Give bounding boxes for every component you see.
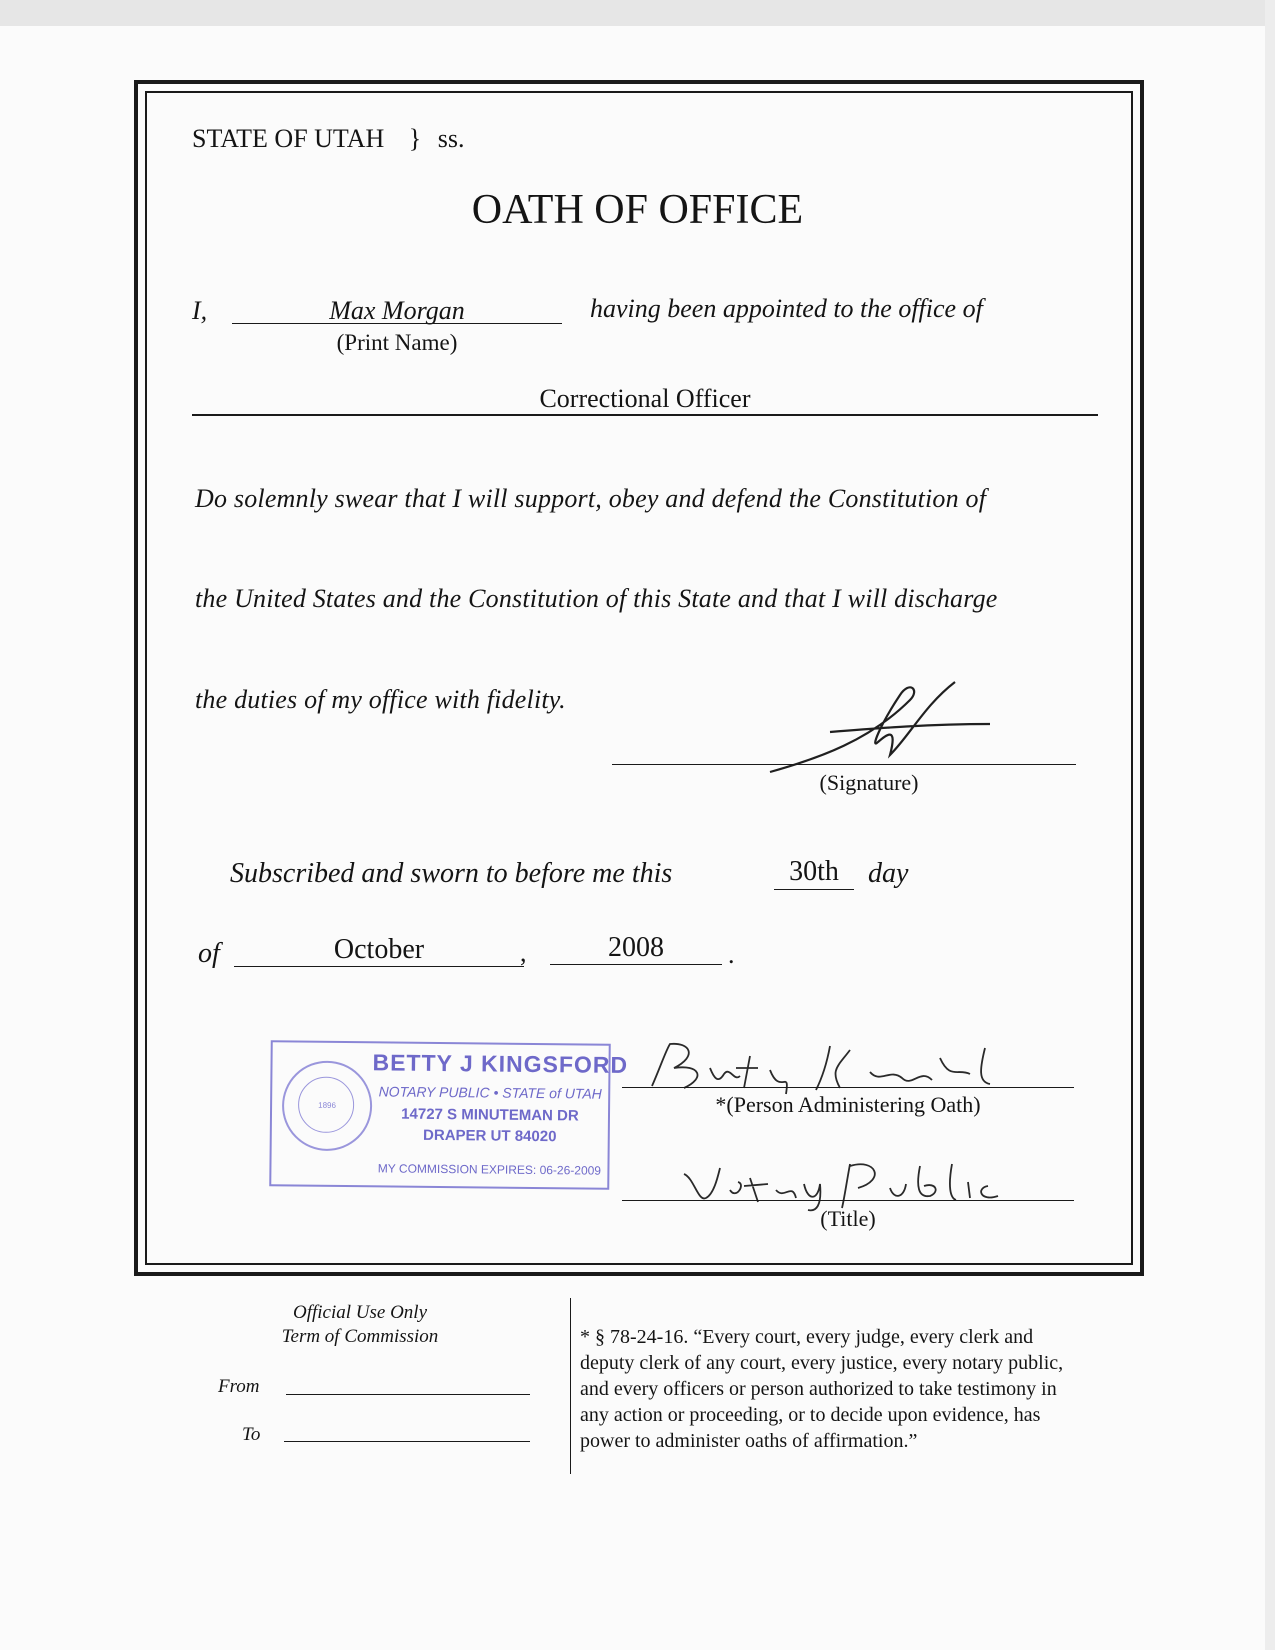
seal-year: 1896 bbox=[318, 1100, 337, 1110]
notary-title: NOTARY PUBLIC • STATE of UTAH bbox=[378, 1083, 602, 1102]
scan-border-right bbox=[1265, 0, 1275, 1650]
from-field[interactable] bbox=[286, 1394, 530, 1395]
notary-city: DRAPER UT 84020 bbox=[422, 1126, 557, 1146]
of-word: of bbox=[198, 938, 220, 969]
sworn-month: October bbox=[333, 934, 425, 965]
title-caption: (Title) bbox=[820, 1206, 876, 1231]
scan-border-top bbox=[0, 0, 1275, 26]
footnote-line: * § 78-24-16. “Every court, every judge, every clerk and bbox=[580, 1326, 1034, 1348]
appointment-text: having been appointed to the office of bbox=[590, 294, 983, 323]
office-title: Correctional Officer bbox=[539, 384, 751, 413]
notary-name: BETTY J KINGSFORD bbox=[372, 1049, 629, 1078]
footer-divider bbox=[570, 1298, 571, 1474]
oath-line-2: the United States and the Constitution of this State and that I will discharge bbox=[195, 584, 998, 613]
page-title: OATH OF OFFICE bbox=[471, 187, 804, 233]
name-line bbox=[232, 323, 562, 324]
day-word: day bbox=[868, 858, 909, 889]
title-line bbox=[622, 1200, 1074, 1201]
signature-line bbox=[612, 764, 1076, 765]
date-period: . bbox=[728, 940, 735, 969]
administrator-caption: *(Person Administering Oath) bbox=[715, 1092, 981, 1117]
appointee-name: Max Morgan bbox=[329, 296, 465, 325]
brace: } bbox=[408, 124, 422, 153]
name-caption: (Print Name) bbox=[336, 330, 458, 355]
signature-mark bbox=[760, 680, 1000, 780]
administrator-line bbox=[622, 1087, 1074, 1088]
notary-address: 14727 S MINUTEMAN DR bbox=[401, 1105, 579, 1125]
state-heading bbox=[192, 124, 465, 154]
to-field[interactable] bbox=[284, 1441, 530, 1442]
from-label: From bbox=[218, 1376, 260, 1397]
date-comma: , bbox=[520, 938, 527, 967]
sworn-day: 30th bbox=[789, 856, 839, 887]
footnote-line: power to administer oaths of affirmation.” bbox=[580, 1430, 918, 1452]
to-label: To bbox=[242, 1424, 261, 1445]
year-line bbox=[550, 964, 722, 965]
month-line bbox=[234, 966, 524, 967]
signature-caption: (Signature) bbox=[819, 770, 919, 795]
administrator-signature bbox=[640, 1038, 1040, 1098]
office-line bbox=[192, 414, 1098, 416]
pronoun-i: I, bbox=[192, 296, 208, 325]
ss-abbrev: ss. bbox=[437, 124, 465, 153]
notary-expiration: MY COMMISSION EXPIRES: 06-26-2009 bbox=[377, 1161, 602, 1178]
title-handwriting bbox=[680, 1154, 1020, 1214]
oath-line-1: Do solemnly swear that I will support, obey and defend the Constitution of bbox=[195, 484, 987, 513]
term-heading: Term of Commission bbox=[281, 1326, 439, 1347]
oath-line-3: the duties of my office with fidelity. bbox=[195, 685, 566, 714]
state-name: STATE OF UTAH bbox=[192, 124, 385, 153]
sworn-text: Subscribed and sworn to before me this bbox=[230, 858, 673, 889]
day-line bbox=[774, 889, 854, 890]
official-use-heading: Official Use Only bbox=[292, 1302, 428, 1323]
notary-stamp bbox=[269, 1040, 629, 1190]
footnote-line: and every officers or person authorized to take testimony in bbox=[580, 1378, 1057, 1400]
statute-footnote bbox=[580, 1324, 1063, 1454]
state-seal-icon bbox=[282, 1060, 373, 1151]
sworn-year: 2008 bbox=[608, 932, 664, 963]
footnote-line: deputy clerk of any court, every justice, every notary public, bbox=[580, 1352, 1064, 1374]
footnote-line: any action or proceeding, or to decide upon evidence, has bbox=[580, 1404, 1041, 1426]
